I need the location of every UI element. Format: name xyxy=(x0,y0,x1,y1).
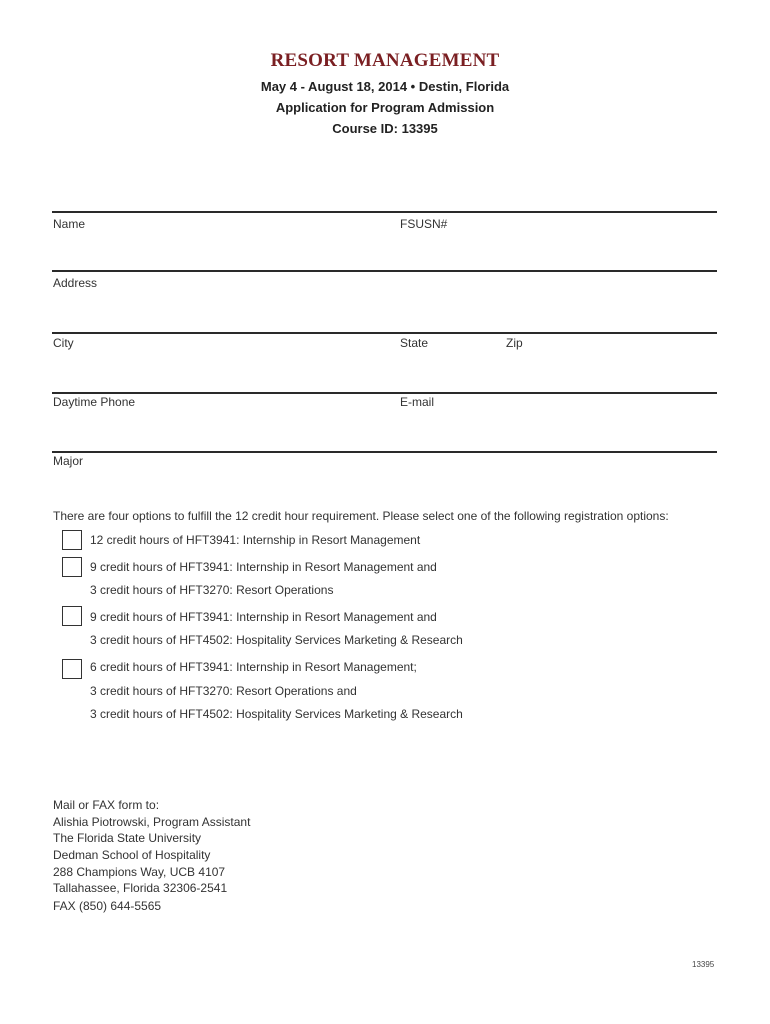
options-intro: There are four options to fulfill the 12 credit hour requirement. Please select one of the following registration options: xyxy=(53,509,669,523)
state-label: State xyxy=(400,336,429,350)
form-name: Application for Program Admission xyxy=(275,100,495,115)
mail-line: FAX (850) 644-5565 xyxy=(53,899,162,913)
divider-rule xyxy=(52,451,717,453)
name-field[interactable] xyxy=(52,234,386,266)
divider-rule xyxy=(52,392,717,394)
address-label: Address xyxy=(53,276,98,290)
option-3-checkbox[interactable] xyxy=(62,606,82,626)
option-2-line-2: 3 credit hours of HFT3270: Resort Operations xyxy=(90,583,334,597)
option-2-line-1: 9 credit hours of HFT3941: Internship in Resort Management and xyxy=(90,560,437,574)
option-3-line-1: 9 credit hours of HFT3941: Internship in Resort Management and xyxy=(90,610,437,624)
mail-line: The Florida State University xyxy=(53,831,202,845)
page-title: RESORT MANAGEMENT xyxy=(270,50,500,71)
page-code: 13395 xyxy=(692,960,715,969)
option-4-line-3: 3 credit hours of HFT4502: Hospitality Services Marketing & Research xyxy=(90,707,463,721)
major-label: Major xyxy=(53,454,84,468)
fsusn-label: FSUSN# xyxy=(400,217,448,231)
divider-rule xyxy=(52,332,717,334)
city-label: City xyxy=(53,336,74,350)
email-label: E-mail xyxy=(400,395,435,409)
zip-field[interactable] xyxy=(506,354,719,386)
mail-line: Tallahassee, Florida 32306-2541 xyxy=(53,881,228,895)
city-field[interactable] xyxy=(52,354,386,386)
option-4-line-2: 3 credit hours of HFT3270: Resort Operations and xyxy=(90,684,357,698)
mail-line: Alishia Piotrowski, Program Assistant xyxy=(53,815,251,829)
state-field[interactable] xyxy=(400,354,499,386)
course-id: Course ID: 13395 xyxy=(332,121,438,136)
divider-rule xyxy=(52,270,717,272)
email-field[interactable] xyxy=(400,413,719,445)
mail-heading: Mail or FAX form to: xyxy=(53,798,160,812)
name-label: Name xyxy=(53,217,86,231)
fsusn-field[interactable] xyxy=(400,234,719,266)
dates-location: May 4 - August 18, 2014 • Destin, Florida xyxy=(260,79,510,94)
option-2-checkbox[interactable] xyxy=(62,557,82,577)
daytime-phone-field[interactable] xyxy=(52,413,386,445)
zip-label: Zip xyxy=(506,336,523,350)
divider-rule xyxy=(52,211,717,213)
option-3-line-2: 3 credit hours of HFT4502: Hospitality Services Marketing & Research xyxy=(90,633,463,647)
option-1-checkbox[interactable] xyxy=(62,530,82,550)
major-field[interactable] xyxy=(52,470,719,502)
option-4-line-1: 6 credit hours of HFT3941: Internship in Resort Management; xyxy=(90,660,417,674)
address-field[interactable] xyxy=(52,294,719,326)
option-4-checkbox[interactable] xyxy=(62,659,82,679)
mail-line: Dedman School of Hospitality xyxy=(53,848,211,862)
mail-line: 288 Champions Way, UCB 4107 xyxy=(53,865,226,879)
option-1-line-1: 12 credit hours of HFT3941: Internship in Resort Management xyxy=(90,533,421,547)
daytime-phone-label: Daytime Phone xyxy=(53,395,136,409)
